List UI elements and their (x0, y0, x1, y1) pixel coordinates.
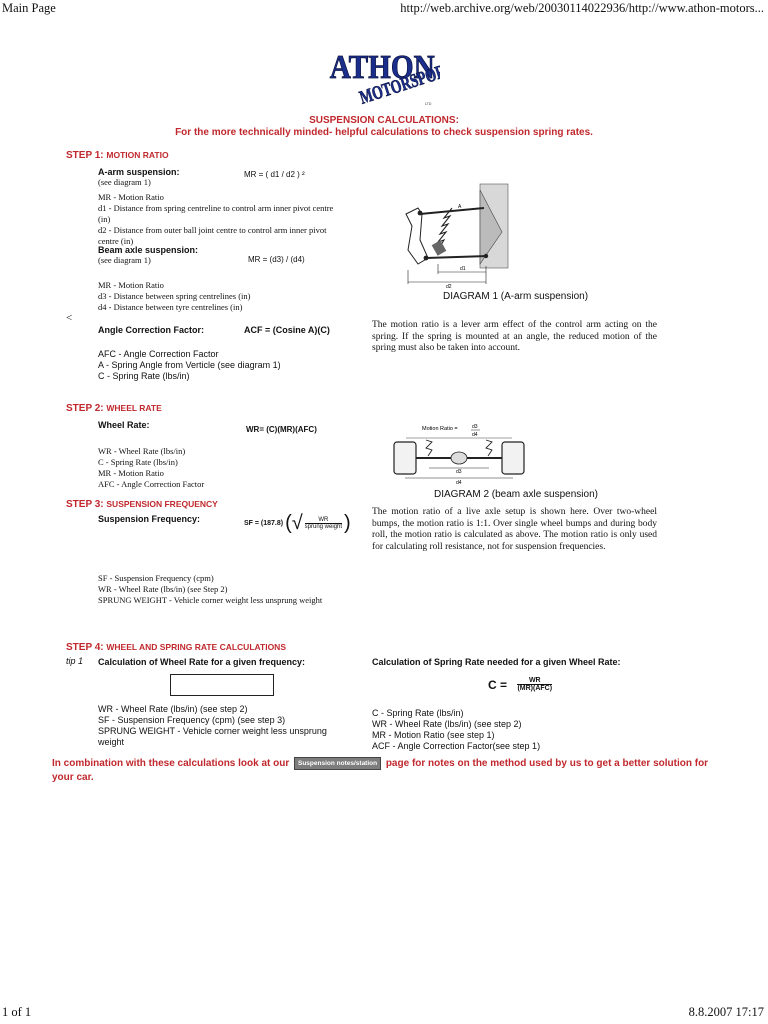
aarm-defs (98, 192, 336, 247)
logo-line2: MOTORSPORT (356, 57, 440, 109)
step4-right-def-1: WR - Wheel Rate (lbs/in) (see step 2) (372, 719, 522, 729)
acf-formula: ACF = (Cosine A)(C) (244, 325, 330, 335)
step3-heading (66, 499, 218, 510)
diagram2-image (392, 420, 526, 486)
step4-right-def-3: ACF - Angle Correction Factor(see step 1) (372, 741, 541, 751)
sf-def-1: WR - Wheel Rate (lbs/in) (see Step 2) (98, 584, 228, 594)
step4-label: STEP 4: (66, 642, 104, 653)
aarm-diagram (398, 180, 510, 288)
diagram1-caption: DIAGRAM 1 (A-arm suspension) (443, 291, 589, 302)
suspension-notes-button[interactable]: Suspension notes/station (294, 757, 381, 770)
sf-title: Suspension Frequency: (98, 514, 201, 524)
wr-title: Wheel Rate: (98, 420, 150, 430)
acf-def-1: A - Spring Angle from Verticle (see diagram 1) (98, 360, 281, 370)
wr-def-0: WR - Wheel Rate (lbs/in) (98, 446, 186, 456)
diagram2-d3-top: d3 (472, 424, 478, 430)
acf-title: Angle Correction Factor: (98, 325, 205, 335)
step4-left-defs (98, 704, 338, 748)
diagram2-d3: d3 (456, 469, 462, 475)
sf-defs (98, 573, 358, 606)
wr-def-1: C - Spring Rate (lbs/in) (98, 457, 178, 467)
spring-rate-formula-den: (MR)(AFC) (517, 685, 553, 693)
aarm-title: A-arm suspension: (98, 167, 180, 177)
beam-formula: MR = (d3) / (d4) (248, 255, 305, 264)
aarm-def-2: d2 - Distance from outer ball joint centre to control arm inner pivot centre (in) (98, 225, 327, 246)
step3-label: STEP 3: (66, 499, 104, 510)
diagram2-formula-label: Motion Ratio = (422, 426, 458, 432)
athon-logo (328, 48, 440, 112)
wr-formula: WR= (C)(MR)(AFC) (246, 425, 317, 434)
page-title: Main Page (2, 1, 56, 15)
intro-heading: SUSPENSION CALCULATIONS: (309, 115, 459, 126)
step4-left-def-0: WR - Wheel Rate (lbs/in) (see step 2) (98, 704, 248, 714)
beam-defs (98, 280, 336, 313)
logo-suffix: LTD (425, 102, 432, 106)
diagram2-caption: DIAGRAM 2 (beam axle suspension) (434, 489, 598, 500)
sf-def-2: SPRUNG WEIGHT - Vehicle corner weight less unsprung weight (98, 595, 323, 605)
acf-def-2: C - Spring Rate (lbs/in) (98, 371, 190, 381)
intro-subheading: For the more technically minded- helpful calculations to check suspension spring rates. (175, 127, 593, 138)
step2-title: WHEEL RATE (106, 403, 162, 413)
logo-line1: ATHON (329, 48, 435, 86)
diagram1-text: The motion ratio is a lever arm effect of the control arm acting on the spring. If the spring is mounted at an angle, the reduced motion of the spring must also be taken into account. (372, 320, 657, 353)
diagram1-d1: d1 (460, 266, 466, 272)
wr-defs (98, 446, 336, 490)
step1-heading (66, 150, 169, 161)
step4-right-def-0: C - Spring Rate (lbs/in) (372, 708, 464, 718)
step4-heading (66, 642, 286, 653)
step4-left-title: Calculation of Wheel Rate for a given frequency: (98, 657, 306, 667)
wheel-rate-input[interactable] (170, 674, 274, 696)
step3-title: SUSPENSION FREQUENCY (106, 499, 218, 509)
aarm-def-1: d1 - Distance from spring centreline to control arm inner pivot centre (in) (98, 203, 334, 224)
aarm-formula: MR = ( d1 / d2 ) ² (244, 170, 305, 179)
sf-formula: SF = (187.8) (√ WR sprung weight ) (244, 512, 351, 534)
acf-defs (98, 349, 338, 382)
diagram2-d4: d4 (456, 480, 462, 486)
beam-title: Beam axle suspension: (98, 245, 199, 255)
sf-def-0: SF - Suspension Frequency (cpm) (98, 573, 214, 583)
page-url[interactable]: http://web.archive.org/web/20030114022936/http://www.athon-motors... (400, 1, 764, 15)
step4-right-defs (372, 708, 632, 752)
sf-formula-left: SF = (187.8) (244, 520, 284, 527)
aarm-def-0: MR - Motion Ratio (98, 192, 164, 202)
wr-def-3: AFC - Angle Correction Factor (98, 479, 205, 489)
step4-right-title: Calculation of Spring Rate needed for a given Wheel Rate: (372, 657, 621, 667)
step4-right-def-2: MR - Motion Ratio (see step 1) (372, 730, 495, 740)
footer-note (52, 757, 722, 785)
footer-note-after: page for notes on the method used by us to get a better solution for your car. (52, 758, 709, 784)
beam-def-0: MR - Motion Ratio (98, 280, 164, 290)
diagram1-image (398, 180, 510, 288)
diagram1-d2: d2 (446, 284, 452, 288)
diagram2-d4-top: d4 (472, 432, 478, 438)
page-count: 1 of 1 (2, 1005, 32, 1019)
step4-title: WHEEL AND SPRING RATE CALCULATIONS (106, 642, 286, 652)
step4-left-def-1: SF - Suspension Frequency (cpm) (see step 3) (98, 715, 286, 725)
print-timestamp: 8.8.2007 17:17 (688, 1005, 764, 1019)
spring-rate-formula-left: C = (488, 677, 508, 692)
step2-heading (66, 403, 162, 414)
step2-label: STEP 2: (66, 403, 104, 414)
logo-graphic (328, 48, 440, 112)
footer-note-before: In combination with these calculations look at our (52, 758, 290, 770)
beam-axle-diagram (392, 420, 526, 486)
spring-rate-formula-num: WR (517, 677, 552, 685)
sf-formula-num: WR (305, 517, 342, 524)
spring-rate-formula (488, 676, 552, 694)
stray-char: < (66, 312, 73, 324)
wr-def-2: MR - Motion Ratio (98, 468, 164, 478)
diagram2-text: The motion ratio of a live axle setup is shown here. Over two-wheel bumps, the motion ratio is 1:1. Over single wheel bumps and during body roll, the motion ratio is calculated as above. The motion ratio is only used for calculating roll resistance, not for suspension frequencies. (372, 507, 657, 552)
step4-left-def-2: SPRUNG WEIGHT - Vehicle corner weight less unsprung weight (98, 726, 327, 747)
beam-note: (see diagram 1) (98, 255, 151, 265)
step1-title: MOTION RATIO (106, 150, 169, 160)
beam-def-2: d4 - Distance between tyre centrelines (in) (98, 302, 243, 312)
aarm-note: (see diagram 1) (98, 177, 151, 187)
sf-formula-den: sprung weight (304, 524, 343, 530)
acf-def-0: AFC - Angle Correction Factor (98, 349, 219, 359)
diagram1-angle: A (458, 204, 462, 210)
step1-label: STEP 1: (66, 150, 104, 161)
beam-def-1: d3 - Distance between spring centrelines (in) (98, 291, 251, 301)
tip-label: tip 1 (66, 656, 84, 666)
